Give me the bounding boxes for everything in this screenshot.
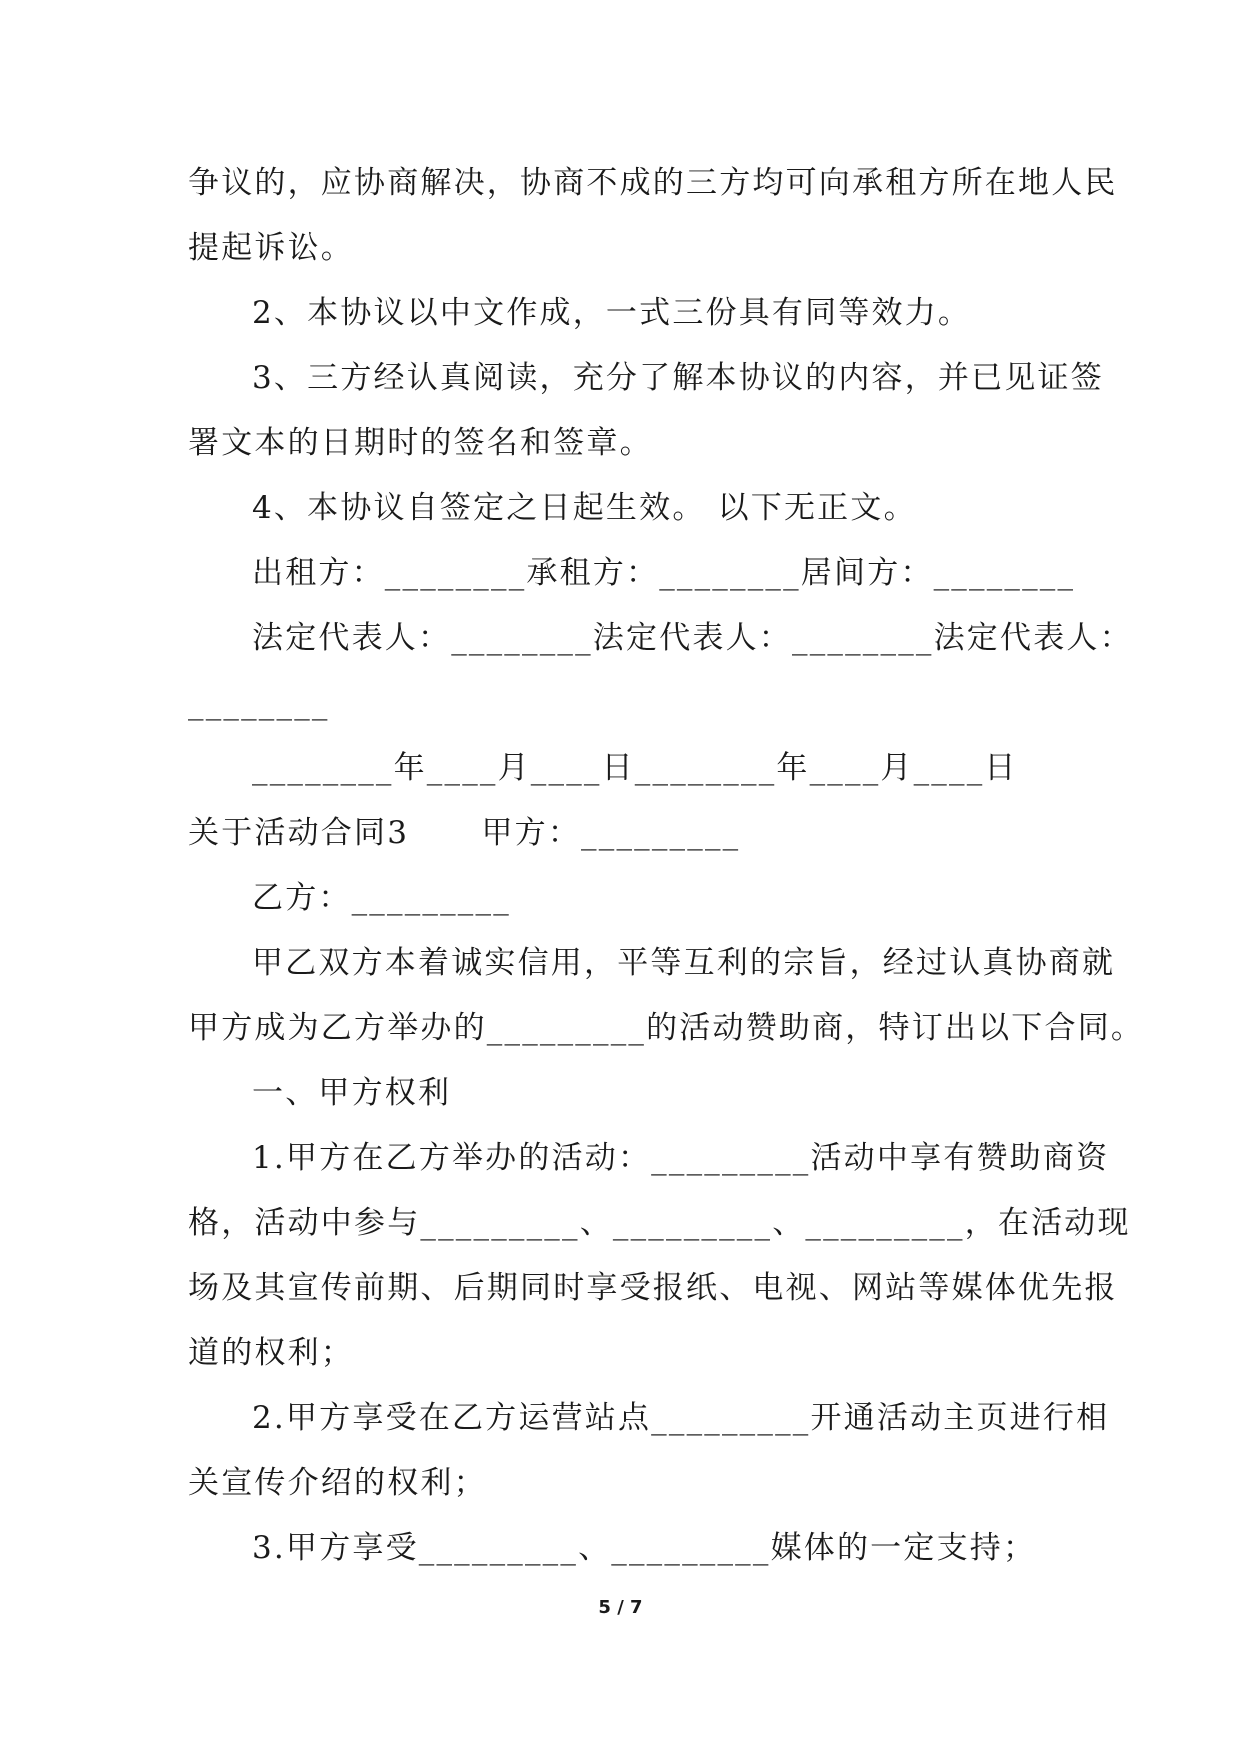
paragraph-line: 署文本的日期时的签名和签章。 xyxy=(188,425,653,461)
paragraph-line: 争议的，应协商解决，协商不成的三方均可向承租方所在地人民 xyxy=(188,165,1118,201)
signature-line-representatives: 法定代表人：________法定代表人：________法定代表人： xyxy=(252,620,1133,656)
paragraph-line: 关宣传介绍的权利； xyxy=(188,1465,487,1501)
page-number: 5 / 7 xyxy=(598,1597,643,1618)
paragraph-line: 场及其宣传前期、后期同时享受报纸、电视、网站等媒体优先报 xyxy=(188,1270,1118,1306)
paragraph-line: 4、本协议自签定之日起生效。 以下无正文。 xyxy=(252,490,917,526)
paragraph-line: 甲乙双方本着诚实信用，平等互利的宗旨，经过认真协商就 xyxy=(252,945,1116,981)
paragraph-line: 甲方成为乙方举办的_________的活动赞助商，特订出以下合同。 xyxy=(188,1010,1145,1046)
date-line: ________年____月____日________年____月____日 xyxy=(252,750,1018,786)
paragraph-line: 3、三方经认真阅读，充分了解本协议的内容，并已见证签 xyxy=(252,360,1104,396)
paragraph-line: 1.甲方在乙方举办的活动：_________活动中享有赞助商资 xyxy=(252,1140,1110,1176)
paragraph-line: 格，活动中参与_________、_________、_________，在活动现 xyxy=(188,1205,1131,1241)
paragraph-line: 2.甲方享受在乙方运营站点_________开通活动主页进行相 xyxy=(252,1400,1110,1436)
section-heading: 一、甲方权利 xyxy=(252,1075,452,1111)
signature-blank: ________ xyxy=(188,685,330,721)
signature-line-parties: 出租方：________承租方：________居间方：________ xyxy=(252,555,1076,591)
paragraph-line: 提起诉讼。 xyxy=(188,230,354,266)
party-b-line: 乙方：_________ xyxy=(252,880,511,916)
contract-heading: 关于活动合同3 甲方：_________ xyxy=(188,815,741,851)
paragraph-line: 3.甲方享受_________、_________媒体的一定支持； xyxy=(252,1530,1037,1566)
paragraph-line: 2、本协议以中文作成，一式三份具有同等效力。 xyxy=(252,295,972,331)
paragraph-line: 道的权利； xyxy=(188,1335,354,1371)
